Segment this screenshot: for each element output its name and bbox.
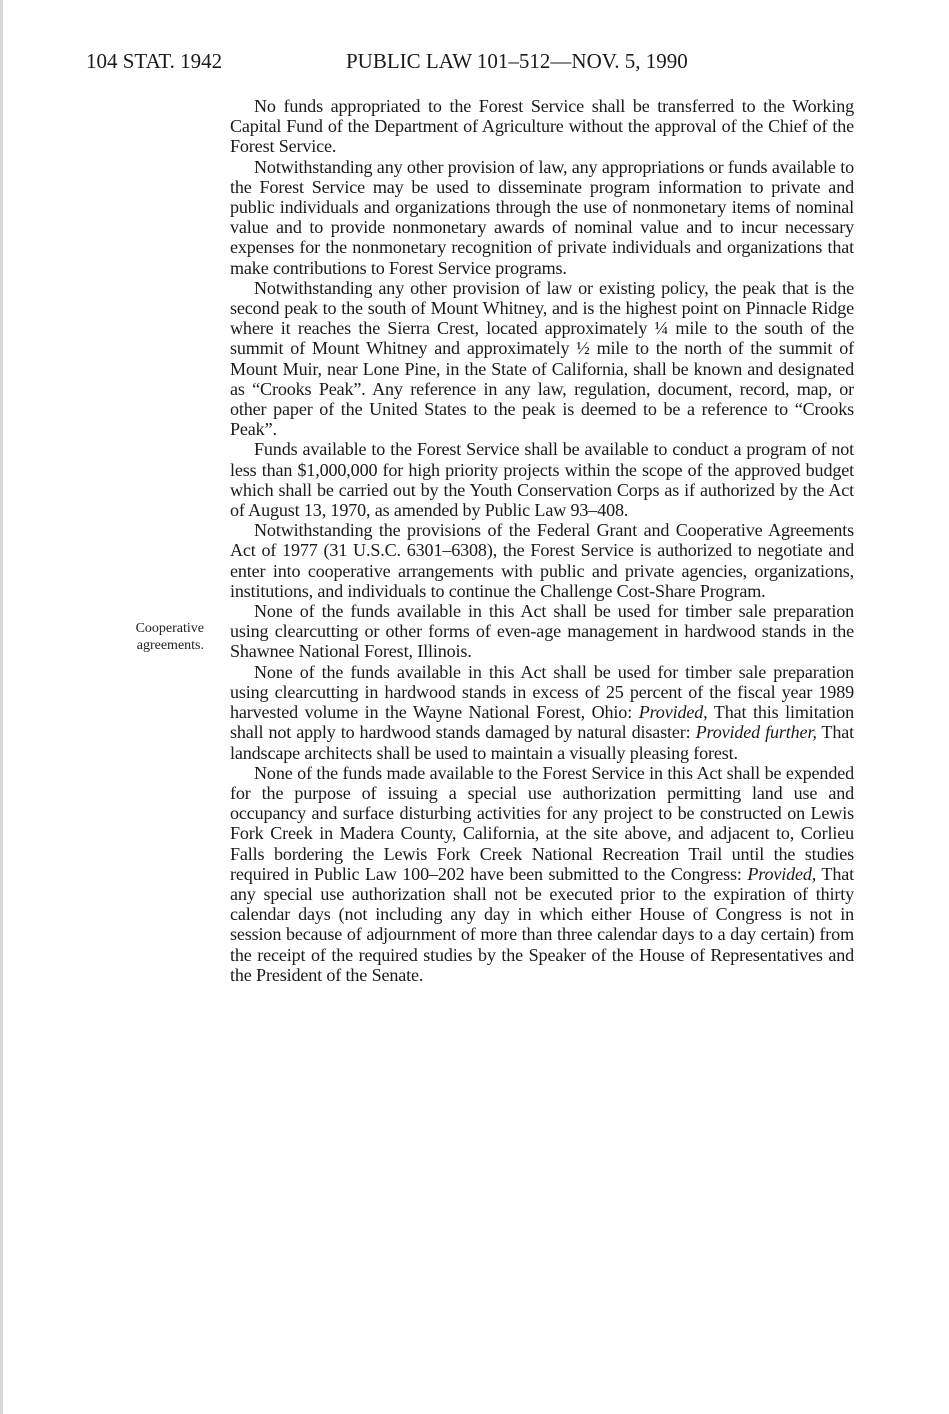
running-head xyxy=(86,46,846,76)
statute-body xyxy=(230,96,854,985)
lewis-fork-proviso: Provided, xyxy=(747,863,817,884)
wayne-text-a: None of the funds available in this Act shall be used for timber sale preparation using clearcutting in hardwood stands in excess of 25 percent of the fiscal year 1989 harvested volume in the Wayne National Forest, Ohio: xyxy=(230,661,854,723)
paragraph-nonmonetary-awards: Notwithstanding any other provision of law, any appropriations or funds available to the Forest Service may be used to disseminate program information to private and public individuals and organizations through the use of nonmonetary items of nominal value and to provide nonmonetary awards of nominal value and to incur necessary expenses for the nonmonetary recognition of private individuals and organizations that make contributions to Forest Service programs. xyxy=(230,156,854,278)
paragraph-challenge-cost-share: Notwithstanding the provisions of the Federal Grant and Cooperative Agreements Act of 1977 (31 U.S.C. 6301–6308), the Forest Service is authorized to negotiate and enter into cooperative arrangements with public and private agencies, organizations, institutions, and individuals to continue the Challenge Cost-Share Program. xyxy=(230,520,854,601)
lewis-fork-text-a: None of the funds made available to the Forest Service in this Act shall be expended for the purpose of issuing a special use authorization permitting land use and occupancy and surface disturbing activities for any project to be constructed on Lewis Fork Creek in Madera County, California, at the site above, and adjacent to, Corlieu Falls bordering the Lewis Fork Creek National Recreation Trail until the studies required in Public Law 100–202 have been submitted to the Congress: xyxy=(230,762,854,884)
paragraph-crooks-peak: Notwithstanding any other provision of law or existing policy, the peak that is the second peak to the south of Mount Whitney, and is the highest point on Pinnacle Ridge where it reaches the Sierra Crest, located approximately ¼ mile to the south of the summit of Mount Whitney and approximately ½ mile to the north of the summit of Mount Muir, near Lone Pine, in the State of California, shall be known and designated as “Crooks Peak”. Any reference in any law, regulation, document, record, map, or other paper of the United States to the peak is deemed to be a reference to “Crooks Peak”. xyxy=(230,277,854,440)
public-law-reference: PUBLIC LAW 101–512—NOV. 5, 1990 xyxy=(346,49,688,73)
wayne-text-b: That this limitation shall not apply to hardwood stands damaged by natural disaster: xyxy=(230,702,854,743)
margin-note-line-2: agreements. xyxy=(136,638,204,653)
paragraph-lewis-fork-creek xyxy=(230,763,854,985)
wayne-proviso-1: Provided, xyxy=(638,702,708,723)
paragraph-youth-conservation-corps: Funds available to the Forest Service shall be available to conduct a program of not less than $1,000,000 for high priority projects within the scope of the approved budget which shall be carried out by the Youth Conservation Corps as if authorized by the Act of August 13, 1970, as amended by Public Law 93–408. xyxy=(230,439,854,521)
paragraph-working-capital-fund: No funds appropriated to the Forest Service shall be transferred to the Working Capital Fund of the Department of Agriculture without the approval of the Chief of the Forest Service. xyxy=(230,96,854,157)
margin-note-line-1: Cooperative xyxy=(135,621,204,636)
page-edge-shadow xyxy=(0,0,3,1414)
lewis-fork-text-b: That any special use authorization shall not be executed prior to the expiration of thirty calendar days (not including any day in which either House of Congress is not in session because of adjournment of more than three calendar days to a day certain) from the receipt of the required studies by the Speaker of the House of Representatives and the President of the Senate. xyxy=(230,863,854,985)
statute-page-reference: 104 STAT. 1942 xyxy=(86,49,223,73)
margin-note-cooperative-agreements xyxy=(84,620,204,654)
paragraph-wayne-national-forest xyxy=(230,662,854,763)
wayne-text-c: That landscape architects shall be used to maintain a visually pleasing forest. xyxy=(230,722,854,763)
wayne-proviso-2: Provided further, xyxy=(695,722,817,743)
paragraph-shawnee-national-forest: None of the funds available in this Act shall be used for timber sale preparation using clearcutting or other forms of even-age management in hardwood stands in the Shawnee National Forest, Illinois. xyxy=(230,601,854,662)
